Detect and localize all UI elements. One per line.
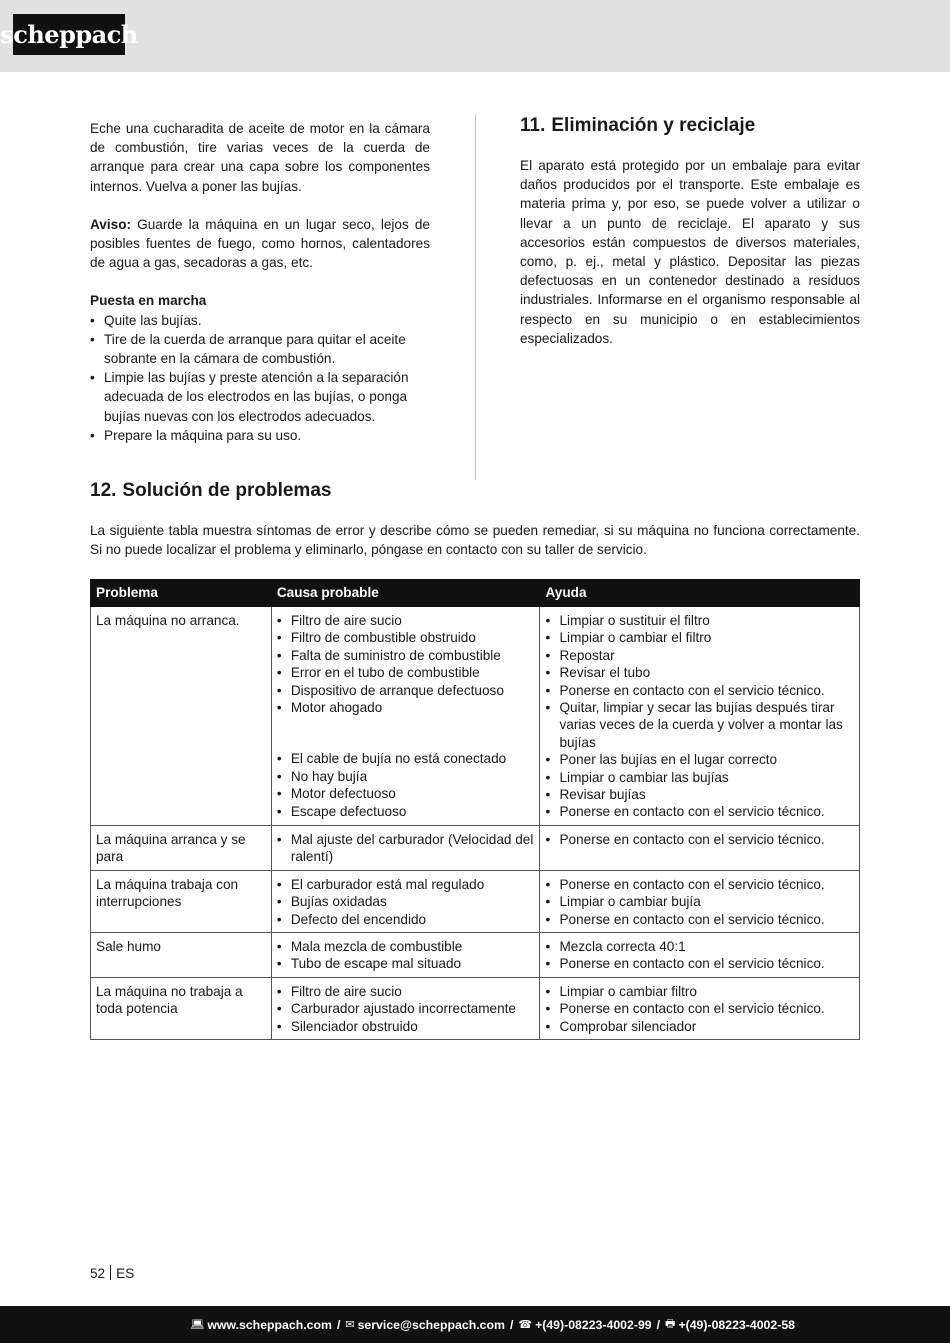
- startup-step: • Prepare la máquina para su uso.: [90, 426, 430, 445]
- footer-bar: [0, 1306, 950, 1343]
- help-cell: [540, 870, 860, 932]
- cause-item: • Escape defectuoso: [277, 803, 535, 820]
- table-row: [91, 932, 860, 977]
- header-cause: Causa probable: [271, 580, 540, 607]
- cause-item: • Filtro de aire sucio: [277, 983, 535, 1000]
- startup-step: • Tire de la cuerda de arranque para quitar el aceite sobrante en la cámara de combustión.: [90, 330, 430, 368]
- left-column: [90, 119, 430, 445]
- help-item: • Comprobar silenciador: [545, 1018, 854, 1035]
- cause-item: • Motor defectuoso: [277, 785, 535, 802]
- help-list: [545, 831, 854, 848]
- problem-cell: La máquina no trabaja a toda potencia: [91, 977, 272, 1039]
- section-11-heading: [520, 114, 860, 138]
- help-item: • Repostar: [545, 647, 854, 664]
- footer-separator: /: [336, 1317, 341, 1332]
- cause-cell: [271, 977, 540, 1039]
- troubleshooting-table: [90, 579, 860, 1040]
- cause-list: [277, 612, 535, 716]
- cause-list: [277, 876, 535, 928]
- problem-cell: La máquina no arranca.: [91, 607, 272, 826]
- startup-step: • Quite las bujías.: [90, 311, 430, 330]
- header-band: [0, 0, 950, 72]
- footer-phone: +(49)-08223-4002-99: [535, 1317, 652, 1332]
- help-item: • Poner las bujías en el lugar correcto: [545, 751, 854, 768]
- envelope-icon: ✉︎: [345, 1319, 355, 1331]
- help-cell: [540, 932, 860, 977]
- help-cell: [540, 977, 860, 1039]
- section-11-title: Eliminación y reciclaje: [551, 115, 756, 136]
- header-problem: Problema: [91, 580, 272, 607]
- notice-paragraph: [90, 215, 430, 273]
- help-item: • Limpiar o cambiar bujía: [545, 893, 854, 910]
- cause-item: • Carburador ajustado incorrectamente: [277, 1000, 535, 1017]
- page-number-value: 52: [90, 1266, 106, 1281]
- footer-website[interactable]: www.scheppach.com: [207, 1317, 332, 1332]
- help-cell: [540, 607, 860, 826]
- notice-text: Guarde la máquina en un lugar seco, lejos de posibles fuentes de fuego, como hornos, calentadores de agua a gas, secadoras a gas, etc.: [90, 216, 430, 271]
- scheppach-logo: scheppach: [13, 14, 125, 55]
- cause-item: • Mala mezcla de combustible: [277, 938, 535, 955]
- column-divider: [475, 114, 476, 480]
- cause-item: • Bujías oxidadas: [277, 893, 535, 910]
- help-item: • Limpiar o sustituir el filtro: [545, 612, 854, 629]
- help-item: • Ponerse en contacto con el servicio técnico.: [545, 911, 854, 928]
- help-item: • Quitar, limpiar y secar las bujías después tirar varias veces de la cuerda y volver a montar las bujías: [545, 699, 854, 751]
- cause-item: • El cable de bujía no está conectado: [277, 750, 535, 767]
- help-item: • Limpiar o cambiar filtro: [545, 983, 854, 1000]
- cause-item: • Error en el tubo de combustible: [277, 664, 535, 681]
- footer-fax: +(49)-08223-4002-58: [678, 1317, 795, 1332]
- help-item: • Ponerse en contacto con el servicio técnico.: [545, 1000, 854, 1017]
- section-12-title: Solución de problemas: [122, 480, 332, 501]
- help-list: [545, 983, 854, 1035]
- help-list: [545, 876, 854, 928]
- cause-list-gap: [277, 716, 535, 750]
- help-list: [545, 938, 854, 973]
- section-12-number: 12.: [90, 480, 117, 501]
- help-item: • Limpiar o cambiar las bujías: [545, 769, 854, 786]
- notice-label: Aviso:: [90, 216, 132, 232]
- help-item: • Ponerse en contacto con el servicio técnico.: [545, 955, 854, 972]
- storage-paragraph: Eche una cucharadita de aceite de motor en la cámara de combustión, tire varias veces de la cuerda de arranque para crear una capa sobre los componentes internos. Vuelva a poner las bujías.: [90, 121, 430, 194]
- help-item: • Ponerse en contacto con el servicio técnico.: [545, 803, 854, 820]
- footer-separator: /: [656, 1317, 661, 1332]
- header-help: Ayuda: [540, 580, 860, 607]
- cause-item: • Defecto del encendido: [277, 911, 535, 928]
- startup-step: • Limpie las bujías y preste atención a la separación adecuada de los electrodos en las bujías, o ponga bujías nuevas con los electrodos adecuados.: [90, 368, 430, 426]
- help-cell: [540, 825, 860, 870]
- footer-separator: /: [509, 1317, 514, 1332]
- cause-list: [277, 750, 535, 820]
- section-12-heading: [90, 479, 331, 503]
- help-item: • Ponerse en contacto con el servicio técnico.: [545, 831, 854, 848]
- page-number: [90, 1265, 134, 1282]
- cause-cell: [271, 607, 540, 826]
- table-row: [91, 977, 860, 1039]
- cause-item: • Motor ahogado: [277, 699, 535, 716]
- cause-item: • Filtro de combustible obstruido: [277, 629, 535, 646]
- help-item: • Mezcla correcta 40:1: [545, 938, 854, 955]
- cause-item: • No hay bujía: [277, 768, 535, 785]
- problem-cell: La máquina trabaja con interrupciones: [91, 870, 272, 932]
- help-list: [545, 612, 854, 821]
- language-code: ES: [116, 1266, 135, 1281]
- cause-item: • Falta de suministro de combustible: [277, 647, 535, 664]
- section-11-number: 11.: [520, 115, 546, 136]
- problem-cell: Sale humo: [91, 932, 272, 977]
- help-item: • Revisar el tubo: [545, 664, 854, 681]
- computer-icon: 💻︎: [190, 1319, 205, 1331]
- troubleshooting-intro: La siguiente tabla muestra síntomas de error y describe cómo se pueden remediar, si su máquina no funciona correctamente. Si no puede localizar el problema y eliminarlo, póngase en contacto con su taller de servicio.: [90, 523, 860, 558]
- cause-cell: [271, 825, 540, 870]
- cause-item: • Dispositivo de arranque defectuoso: [277, 682, 535, 699]
- help-item: • Ponerse en contacto con el servicio técnico.: [545, 682, 854, 699]
- cause-cell: [271, 932, 540, 977]
- startup-list: [90, 311, 430, 445]
- cause-list: [277, 831, 535, 866]
- cause-item: • Tubo de escape mal situado: [277, 955, 535, 972]
- cause-list: [277, 938, 535, 973]
- cause-item: • Filtro de aire sucio: [277, 612, 535, 629]
- table-row: [91, 607, 860, 826]
- help-item: • Ponerse en contacto con el servicio técnico.: [545, 876, 854, 893]
- phone-icon: ☎︎: [518, 1319, 533, 1331]
- footer-email[interactable]: service@scheppach.com: [357, 1317, 505, 1332]
- help-item: • Limpiar o cambiar el filtro: [545, 629, 854, 646]
- startup-heading: Puesta en marcha: [90, 293, 207, 309]
- right-column: [520, 114, 860, 348]
- cause-item: • Silenciador obstruido: [277, 1018, 535, 1035]
- cause-cell: [271, 870, 540, 932]
- table-row: [91, 825, 860, 870]
- page-number-divider: [110, 1265, 111, 1280]
- fax-icon: 🖶︎: [665, 1318, 676, 1330]
- disposal-paragraph: El aparato está protegido por un embalaje para evitar daños producidos por el transporte. Este embalaje es materia prima y, por eso, se puede volver a utilizar o llevar a un punto de reciclaje. El aparato y sus accesorios están compuestos de diversos materiales, como, p. ej., metal y plástico. Depositar las piezas defectuosas en un contenedor destinado a residuos industriales. Informarse en el organismo responsable al respecto en su municipio o en establecimientos especializados.: [520, 158, 860, 346]
- cause-item: • El carburador está mal regulado: [277, 876, 535, 893]
- table-row: [91, 870, 860, 932]
- cause-item: • Mal ajuste del carburador (Velocidad del ralentí): [277, 831, 535, 866]
- cause-list: [277, 983, 535, 1035]
- help-item: • Revisar bujías: [545, 786, 854, 803]
- problem-cell: La máquina arranca y se para: [91, 825, 272, 870]
- table-header-row: [91, 580, 860, 607]
